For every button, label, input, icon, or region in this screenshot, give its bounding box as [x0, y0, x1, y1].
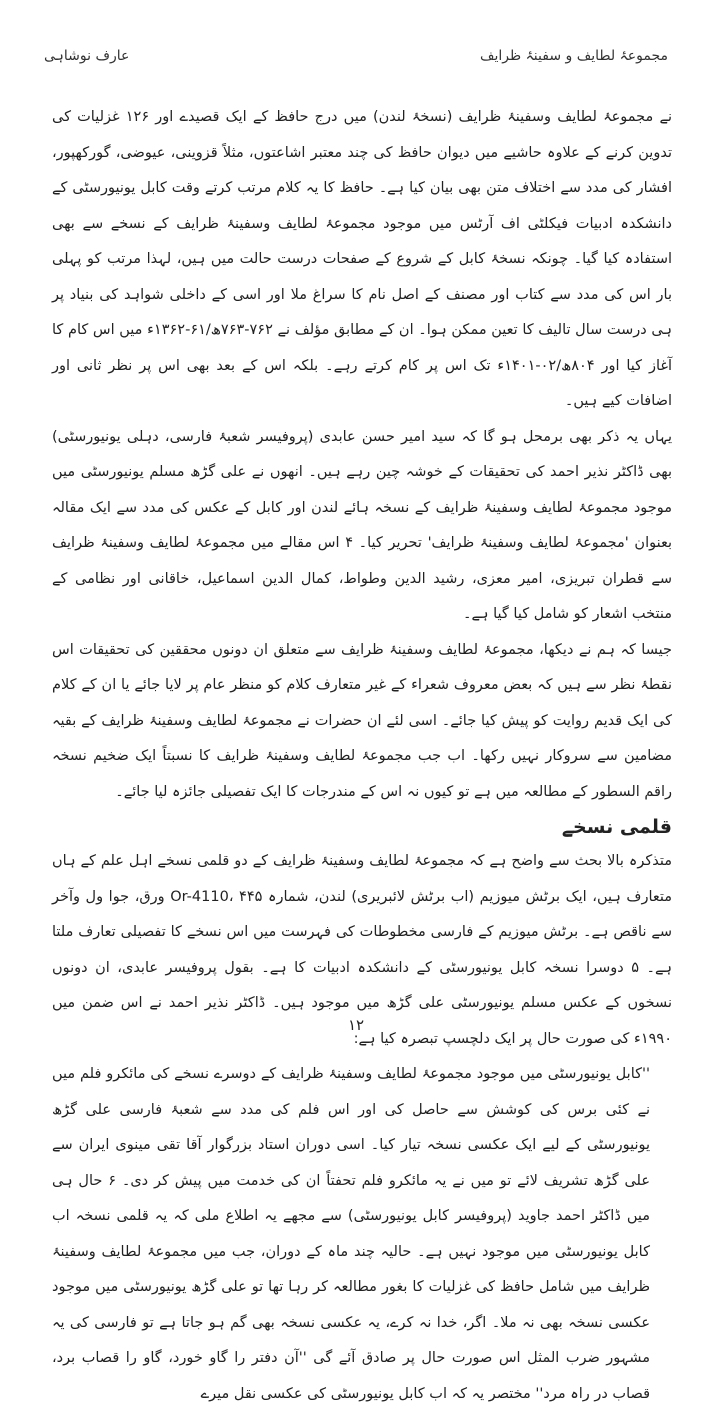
paragraph: متذکرہ بالا بحث سے واضح ہے کہ مجموعۂ لطایف وسفینۂ ظرایف کے دو قلمی نسخے اہل علم کے ہاں متعارف ہیں، ایک برٹش میوزیم (اب برٹش لائبریری) لندن، شمارہ Or-4110، ۴۴۵ ورق، جوا ول وآخر سے ناقص ہے۔ برٹش میوزیم کے فارسی مخطوطات کی فہرست میں اس نسخے کا تفصیلی تعارف ملتا ہے۔ ۵ دوسرا نسخہ کابل یونیورسٹی کے دانشکدہ ادبیات کا ہے۔ بقول پروفیسر عابدی، ان دونوں نسخوں کے عکس مسلم یونیورسٹی علی گڑھ میں موجود ہیں۔ ڈاکٹر نذیر احمد نے اس ضمن میں ۱۹۹۰ء کی صورت حال پر ایک دلچسپ تبصرہ کیا ہے:	[52, 853, 673, 1047]
body-text	[52, 100, 672, 1412]
block-quote: ''کابل یونیورسٹی میں موجود مجموعۂ لطایف وسفینۂ ظرایف کے دوسرے نسخے کی مائکرو فلم میں نے کئی برس کی کوشش سے حاصل کی اور اس فلم کی مدد سے شعبۂ فارسی علی گڑھ یونیورسٹی کے لیے ایک عکسی نسخہ تیار کیا۔ اسی دوران استاد بزرگوار آقا تقی مینوی ایران سے علی گڑھ تشریف لائے تو میں نے یہ مائکرو فلم تحفتاً ان کی خدمت میں پیش کر دی۔ ۶ حال ہی میں ڈاکٹر احمد جاوید (پروفیسر کابل یونیورسٹی) سے مجھے یہ اطلاع ملی کہ یہ قلمی نسخہ اب کابل یونیورسٹی میں موجود نہیں ہے۔ حالیہ چند ماہ کے دوران، جب میں مجموعۂ لطایف وسفینۂ ظرایف میں شامل حافظ کی غزلیات کا بغور مطالعہ کر رہا تھا تو علی گڑھ یونیورسٹی میں موجود عکسی نسخہ بھی نہ ملا۔ اگر، خدا نہ کرے، یہ عکسی نسخہ بھی گم ہو جاتا ہے تو فارسی کی یہ مشہور ضرب المثل اس صورت حال پر صادق آئے گی ''آن دفتر را گاو خورد، گاو را قصاب برد، قصاب در راہ مرد'' مختصر یہ کہ اب کابل یونیورسٹی کی عکسی نقل میرے	[52, 1066, 650, 1402]
paragraph: یہاں یہ ذکر بھی برمحل ہو گا کہ سید امیر حسن عابدی (پروفیسر شعبۂ فارسی، دہلی یونیورسٹی) بھی ڈاکٹر نذیر احمد کی تحقیقات کے خوشہ چین رہے ہیں۔ انھوں نے علی گڑھ مسلم یونیورسٹی میں موجود مجموعۂ لطایف وسفینۂ ظرایف کے نسخہ ہائے لندن اور کابل کے عکس کی مدد سے ایک مقالہ بعنوان 'مجموعۂ لطایف وسفینۂ ظرایف' تحریر کیا۔ ۴ اس مقالے میں مجموعۂ لطایف وسفینۂ ظرایف سے قطران تبریزی، امیر معزی، رشید الدین وطواط، کمال الدین اسماعیل، خاقانی اور نظامی کے منتخب اشعار کو شامل کیا گیا ہے۔	[52, 428, 672, 622]
section-heading: قلمی نسخے	[561, 816, 672, 838]
running-header-author: عارف نوشاہی	[44, 48, 130, 64]
paragraph: نے مجموعۂ لطایف وسفینۂ ظرایف (نسخۂ لندن) میں درج حافظ کے ایک قصیدے اور ۱۲۶ غزلیات کی تدوین کرنے کے علاوہ حاشیے میں دیوان حافظ کی چند معتبر اشاعتوں، مثلاً قزوینی، عیوضی، گورکھپور، افشار کی مدد سے اختلاف متن بھی بیان کیا ہے۔ حافظ کا یہ کلام مرتب کرتے وقت کابل یونیورسٹی کے دانشکدہ ادبیات فیکلٹی اف آرٹس میں موجود مجموعۂ لطایف وسفینۂ ظرایف کے نسخے سے بھی استفادہ کیا گیا۔ چونکہ نسخۂ کابل کے شروع کے صفحات درست حالت میں ہیں، لہذا مرتب کو پہلی بار اس کی مدد سے کتاب اور مصنف کے اصل نام کا سراغ ملا اور اسی کے داخلی شواہد کی بنیاد پر ہی درست سال تالیف کا تعین ممکن ہوا۔ ان کے مطابق مؤلف نے ۷۶۲-۷۶۳ھ/۶۱-۱۳۶۲ء میں اس کام کا آغاز کیا اور ۸۰۴ھ/۰۲-۱۴۰۱ء تک اس پر کام کرتے رہے۔ بلکہ اس کے بعد بھی اس پر نظر ثانی اور اضافات کیے ہیں۔	[52, 109, 672, 409]
page-number: ۱۲	[347, 1016, 365, 1034]
running-header-title: مجموعۂ لطایف و سفینۂ ظرایف	[480, 48, 668, 64]
paragraph: جیسا کہ ہم نے دیکھا، مجموعۂ لطایف وسفینۂ ظرایف سے متعلق ان دونوں محققین کی تحقیقات اس نقطۂ نظر سے ہیں کہ بعض معروف شعراء کے غیر متعارف کلام کو منظر عام پر لایا جائے یا ان کے کلام کی ایک قدیم روایت کو پیش کیا جائے۔ اسی لئے ان حضرات نے مجموعۂ لطایف وسفینۂ ظرایف کے بقیہ مضامین سے سروکار نہیں رکھا۔ اب جب مجموعۂ لطایف وسفینۂ ظرایف کا نسبتاً ایک ضخیم نسخہ راقم السطور کے مطالعہ میں ہے تو کیوں نہ اس کے مندرجات کا ایک تفصیلی جائزہ لیا جائے۔	[52, 641, 672, 800]
